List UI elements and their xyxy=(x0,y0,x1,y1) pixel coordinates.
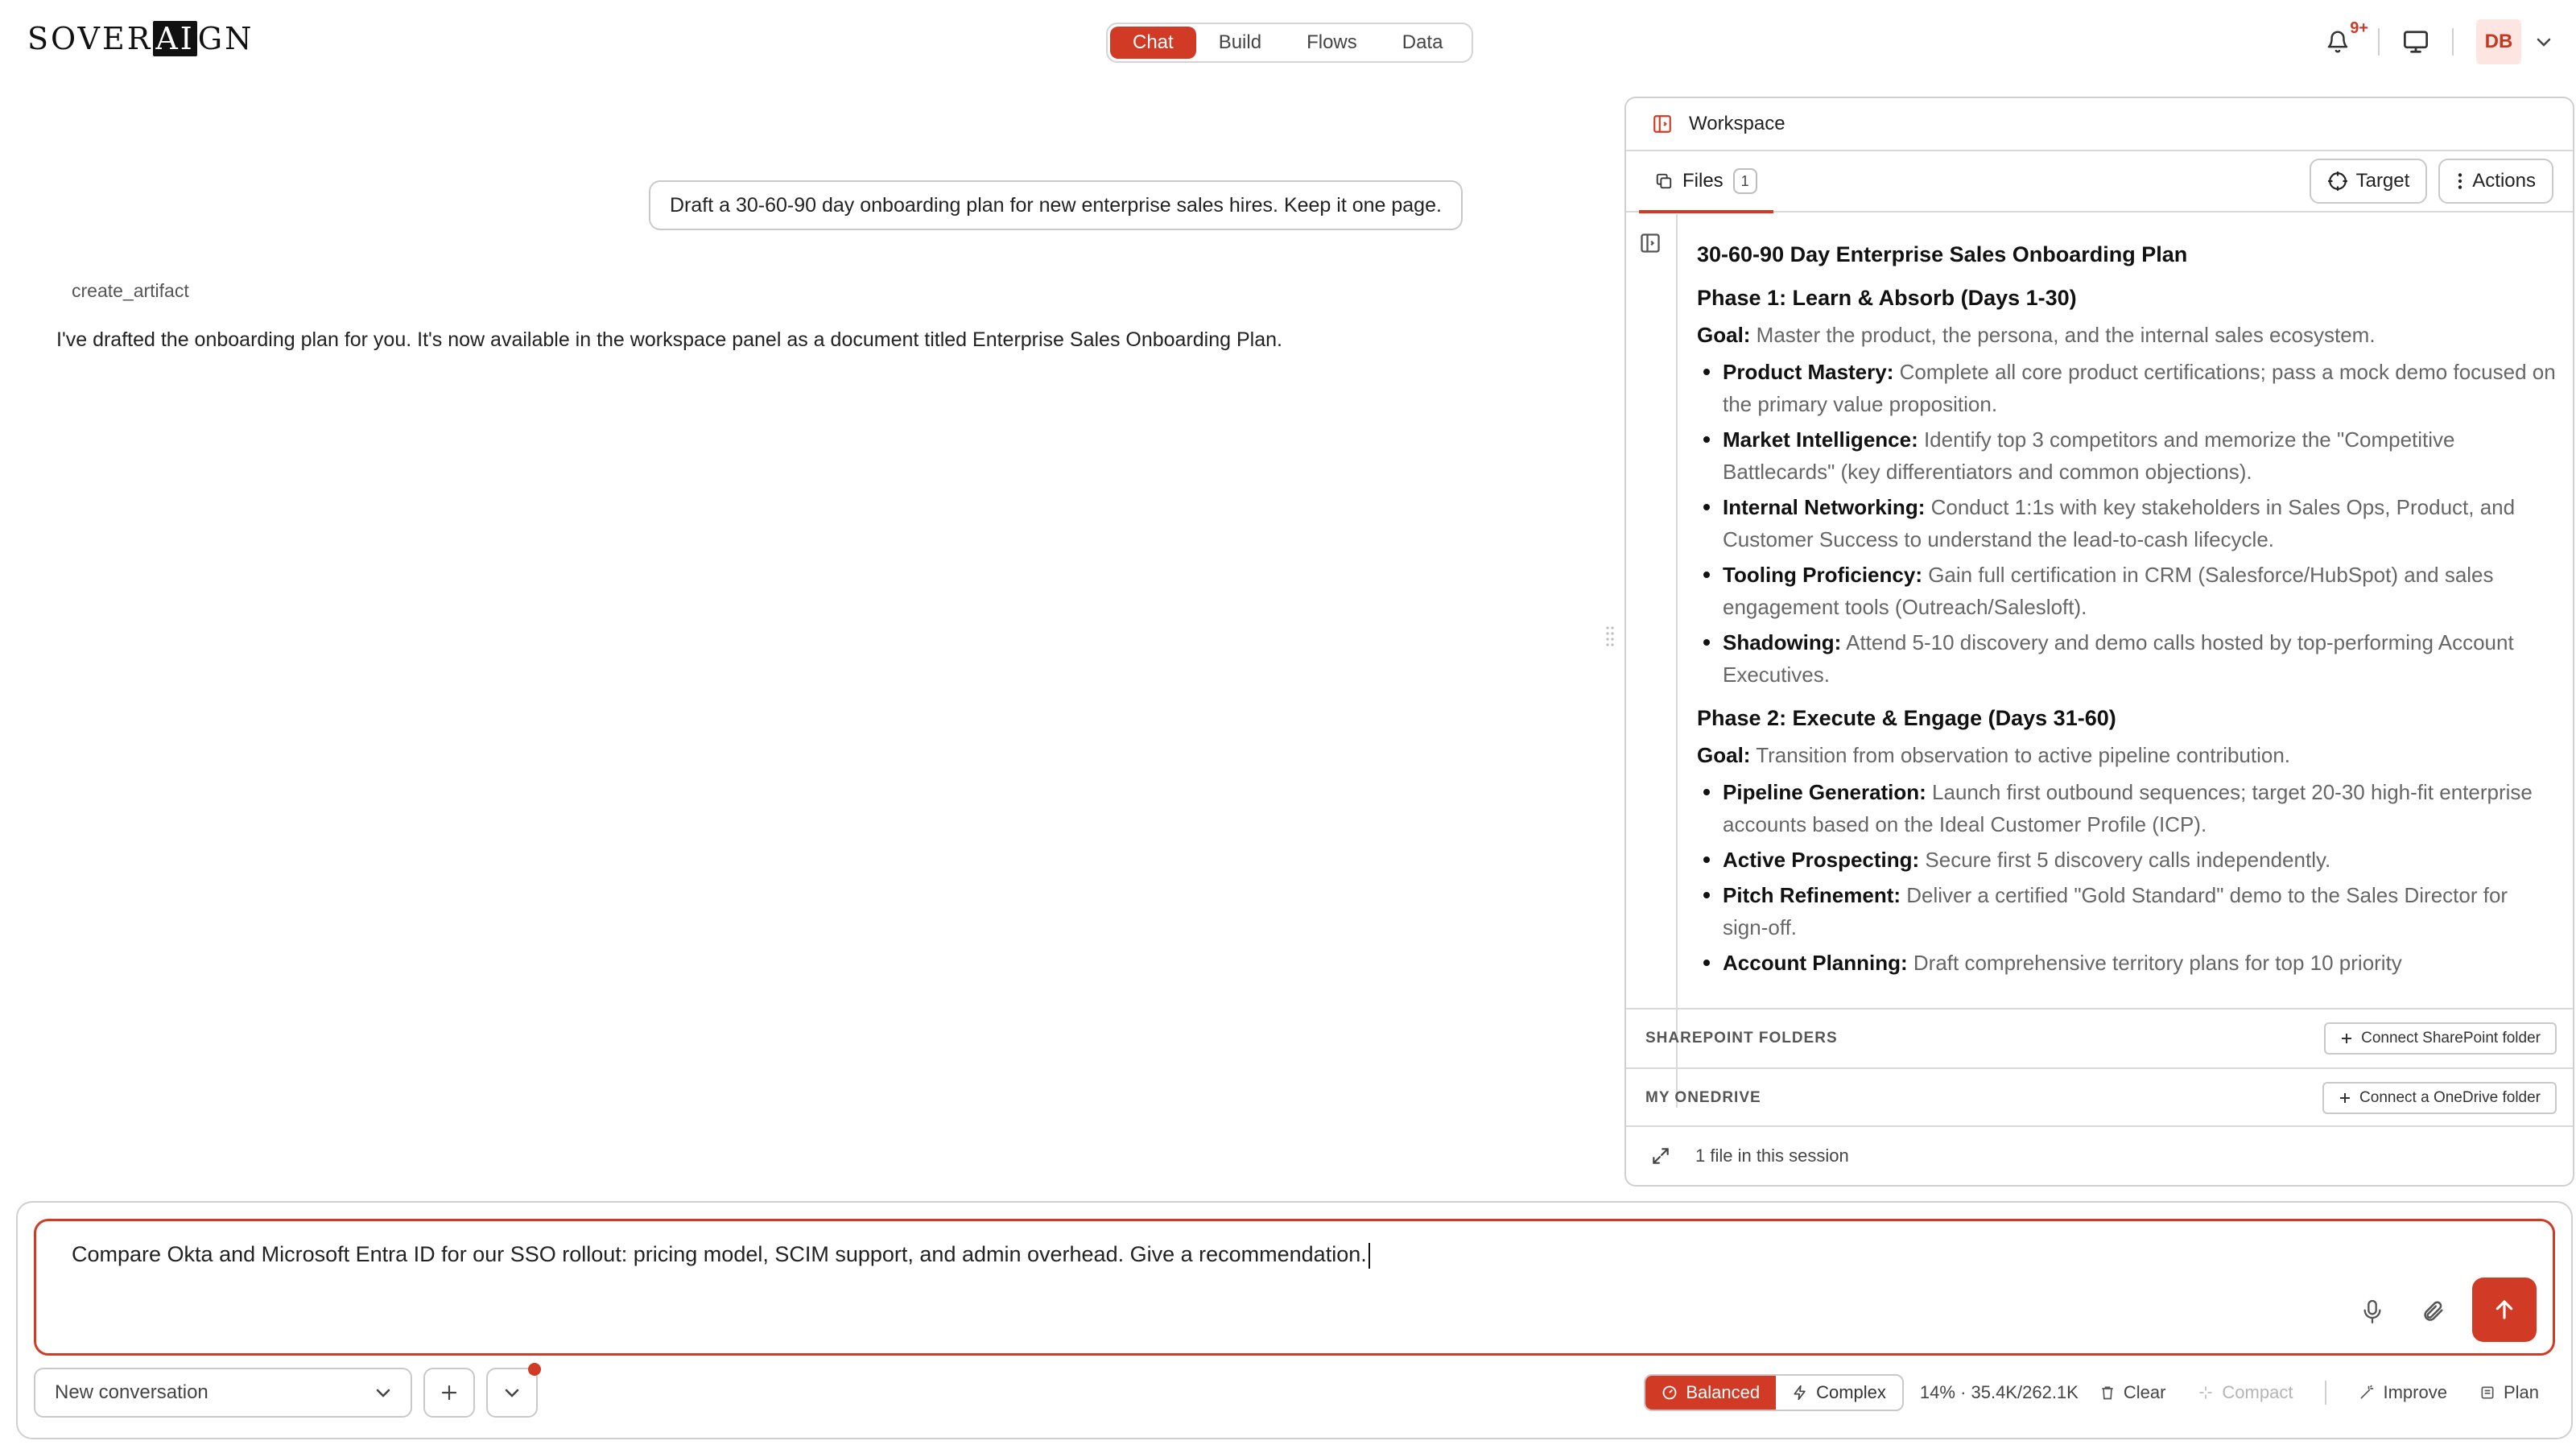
trash-icon xyxy=(2099,1384,2116,1402)
item-label: Product Mastery: xyxy=(1723,360,1894,384)
header-divider xyxy=(2378,28,2380,56)
arrow-up-icon xyxy=(2492,1298,2516,1322)
item-label: Shadowing: xyxy=(1723,630,1842,654)
history-dropdown-button[interactable] xyxy=(486,1368,538,1418)
conversation-select[interactable] xyxy=(34,1368,412,1418)
new-conversation-button[interactable] xyxy=(423,1368,475,1418)
header-divider xyxy=(2452,28,2454,56)
bell-icon xyxy=(2326,29,2350,55)
mode-toggle xyxy=(1644,1374,1904,1411)
mode-balanced[interactable] xyxy=(1645,1376,1776,1410)
document-content xyxy=(1697,214,2557,982)
mode-complex[interactable] xyxy=(1776,1376,1902,1410)
item-text: Deliver a certified "Gold Standard" demo to the Sales Director for sign-off. xyxy=(1723,883,2508,939)
list-item xyxy=(1697,356,2557,420)
list-item xyxy=(1697,491,2557,555)
item-text: Complete all core product certifications; pass a mock demo focused on the primary value proposition. xyxy=(1723,360,2556,416)
files-count-badge: 1 xyxy=(1733,168,1757,194)
list-item xyxy=(1697,423,2557,488)
onedrive-section xyxy=(1626,1067,2574,1127)
tool-call-label[interactable]: create_artifact xyxy=(72,280,189,301)
chevron-down-icon xyxy=(2536,36,2552,47)
list-icon xyxy=(2479,1385,2496,1401)
item-label: Active Prospecting: xyxy=(1723,848,1920,872)
item-text: Gain full certification in CRM (Salesforce/HubSpot) and sales engagement tools (Outreach/Salesloft). xyxy=(1723,563,2494,619)
connect-onedrive-button[interactable] xyxy=(2322,1082,2557,1114)
item-text: Secure first 5 discovery calls independently. xyxy=(1919,848,2331,872)
target-button-label: Target xyxy=(2355,170,2410,192)
clear-button[interactable] xyxy=(2099,1382,2166,1403)
improve-button[interactable] xyxy=(2359,1382,2446,1403)
compact-button[interactable] xyxy=(2198,1382,2293,1403)
sharepoint-label: SHAREPOINT FOLDERS xyxy=(1645,1030,1838,1046)
list-item xyxy=(1697,947,2557,979)
clear-label: Clear xyxy=(2123,1382,2166,1402)
document-gutter xyxy=(1626,214,1678,1108)
item-label: Account Planning: xyxy=(1723,951,1908,975)
conversation-select-value: New conversation xyxy=(55,1381,208,1403)
context-usage: 14% · 35.4K/262.1K xyxy=(1919,1382,2079,1402)
item-label: Pipeline Generation: xyxy=(1723,780,1926,804)
phase-heading: Phase 1: Learn & Absorb (Days 1-30) xyxy=(1697,286,2077,310)
plan-button[interactable] xyxy=(2479,1382,2539,1403)
list-item xyxy=(1697,879,2557,943)
item-label: Pitch Refinement: xyxy=(1723,883,1901,907)
more-vertical-icon xyxy=(2456,171,2464,192)
grip-icon xyxy=(1605,625,1615,649)
actions-button-label: Actions xyxy=(2472,170,2536,192)
goal-label: Goal: xyxy=(1697,743,1751,767)
logo-text-ai: AI xyxy=(153,21,196,56)
connect-sharepoint-button[interactable] xyxy=(2324,1022,2557,1055)
item-label: Internal Networking: xyxy=(1723,495,1926,519)
list-item xyxy=(1697,626,2557,691)
document-title: 30-60-90 Day Enterprise Sales Onboarding Plan xyxy=(1697,242,2188,266)
item-text: Conduct 1:1s with key stakeholders in Sales Ops, Product, and Customer Success to understand the lead-to-cash lifecycle. xyxy=(1723,495,2516,551)
zap-icon xyxy=(1792,1385,1808,1401)
attach-button[interactable] xyxy=(2421,1298,2445,1328)
panel-icon[interactable] xyxy=(1652,114,1673,134)
phase-heading: Phase 2: Execute & Engage (Days 31-60) xyxy=(1697,706,2116,730)
app-logo[interactable] xyxy=(27,21,254,56)
expand-icon[interactable] xyxy=(1650,1146,1671,1166)
sparkle-icon xyxy=(2198,1385,2214,1401)
workspace-title: Workspace xyxy=(1689,113,1785,134)
mic-icon xyxy=(2361,1298,2384,1326)
list-item xyxy=(1697,776,2557,840)
mode-complex-label: Complex xyxy=(1816,1382,1886,1402)
workspace-footer xyxy=(1626,1125,2574,1185)
notifications-button[interactable] xyxy=(2320,19,2368,60)
message-input[interactable] xyxy=(34,1219,2555,1356)
list-item xyxy=(1697,559,2557,623)
phase-goal xyxy=(1697,739,2557,771)
toolbar-divider xyxy=(2325,1381,2326,1405)
item-text: Draft comprehensive territory plans for top 10 priority xyxy=(1907,951,2402,975)
actions-button[interactable] xyxy=(2438,159,2553,204)
wand-icon xyxy=(2359,1385,2375,1401)
item-text: Identify top 3 competitors and memorize the "Competitive Battlecards" (key differentiators and common objections). xyxy=(1723,427,2455,484)
monitor-icon xyxy=(2402,30,2429,54)
assistant-message: I've drafted the onboarding plan for you. It's now available in the workspace panel as a document titled Enterprise Sales Onboarding Plan. xyxy=(56,328,1282,351)
item-label: Tooling Proficiency: xyxy=(1723,563,1922,587)
item-text: Attend 5-10 discovery and demo calls hosted by top-performing Account Executives. xyxy=(1723,630,2514,687)
item-label: Market Intelligence: xyxy=(1723,427,1918,452)
onedrive-label: MY ONEDRIVE xyxy=(1645,1089,1761,1106)
chevron-down-icon xyxy=(375,1387,391,1398)
message-input-text xyxy=(72,1242,1370,1269)
workspace-panel xyxy=(1624,97,2574,1187)
composer-right-tools xyxy=(1644,1374,2555,1411)
target-icon xyxy=(2327,171,2348,192)
user-menu[interactable] xyxy=(2476,19,2552,64)
goal-text: Transition from observation to active pipeline contribution. xyxy=(1750,743,2291,767)
display-button[interactable] xyxy=(2402,30,2429,54)
gauge-icon xyxy=(1662,1385,1678,1401)
notification-badge: 9+ xyxy=(2350,19,2368,37)
logo-text-post: GN xyxy=(197,21,254,56)
tab-flows[interactable]: Flows xyxy=(1307,31,1357,53)
document-viewer[interactable] xyxy=(1626,214,2574,1108)
voice-input-button[interactable] xyxy=(2361,1298,2384,1330)
goal-label: Goal: xyxy=(1697,323,1751,347)
phase-list xyxy=(1697,356,2557,691)
mode-balanced-label: Balanced xyxy=(1686,1382,1761,1402)
logo-text-pre: SOVER xyxy=(27,21,153,56)
avatar: DB xyxy=(2476,19,2521,64)
message-input-value: Compare Okta and Microsoft Entra ID for our SSO rollout: pricing model, SCIM support, and admin overhead. Give a recommendation. xyxy=(72,1242,1367,1266)
compact-label: Compact xyxy=(2222,1382,2293,1402)
tab-data[interactable]: Data xyxy=(1402,31,1443,53)
user-message: Draft a 30-60-90 day onboarding plan for new enterprise sales hires. Keep it one page. xyxy=(649,180,1463,230)
files-tab-label: Files xyxy=(1682,170,1724,192)
phase-goal xyxy=(1697,319,2557,351)
tab-build[interactable]: Build xyxy=(1218,31,1262,53)
sidebar-icon[interactable] xyxy=(1639,232,1662,254)
main-nav-tabs xyxy=(1106,23,1473,63)
plus-icon xyxy=(440,1383,459,1402)
workspace-header xyxy=(1626,98,2573,151)
list-item xyxy=(1697,844,2557,876)
header-actions xyxy=(2320,18,2552,66)
goal-text: Master the product, the persona, and the internal sales ecosystem. xyxy=(1750,323,2376,347)
phase-list xyxy=(1697,776,2557,979)
target-button[interactable] xyxy=(2310,159,2428,204)
chevron-down-icon xyxy=(504,1387,520,1398)
plus-icon xyxy=(2339,1092,2351,1104)
plan-label: Plan xyxy=(2503,1382,2539,1402)
item-text: Launch first outbound sequences; target 20-30 high-fit enterprise accounts based on the Ideal Customer Profile (ICP). xyxy=(1723,780,2533,836)
tab-files[interactable] xyxy=(1639,151,1773,212)
connect-onedrive-label: Connect a OneDrive folder xyxy=(2359,1089,2541,1106)
workspace-buttons xyxy=(2310,159,2553,204)
composer-toolbar xyxy=(34,1367,2555,1418)
panel-resize-handle[interactable] xyxy=(1605,625,1615,649)
send-button[interactable] xyxy=(2472,1278,2537,1342)
improve-label: Improve xyxy=(2383,1382,2447,1402)
workspace-tabs xyxy=(1626,151,2573,213)
sharepoint-section xyxy=(1626,1008,2574,1067)
text-caret xyxy=(1368,1243,1370,1269)
session-file-count: 1 file in this session xyxy=(1695,1146,1849,1166)
files-icon xyxy=(1655,172,1673,190)
paperclip-icon xyxy=(2421,1298,2445,1324)
composer xyxy=(16,1201,2573,1439)
tab-chat[interactable]: Chat xyxy=(1110,27,1196,59)
notification-dot xyxy=(528,1363,541,1376)
connect-sharepoint-label: Connect SharePoint folder xyxy=(2361,1030,2541,1046)
plus-icon xyxy=(2340,1032,2353,1045)
